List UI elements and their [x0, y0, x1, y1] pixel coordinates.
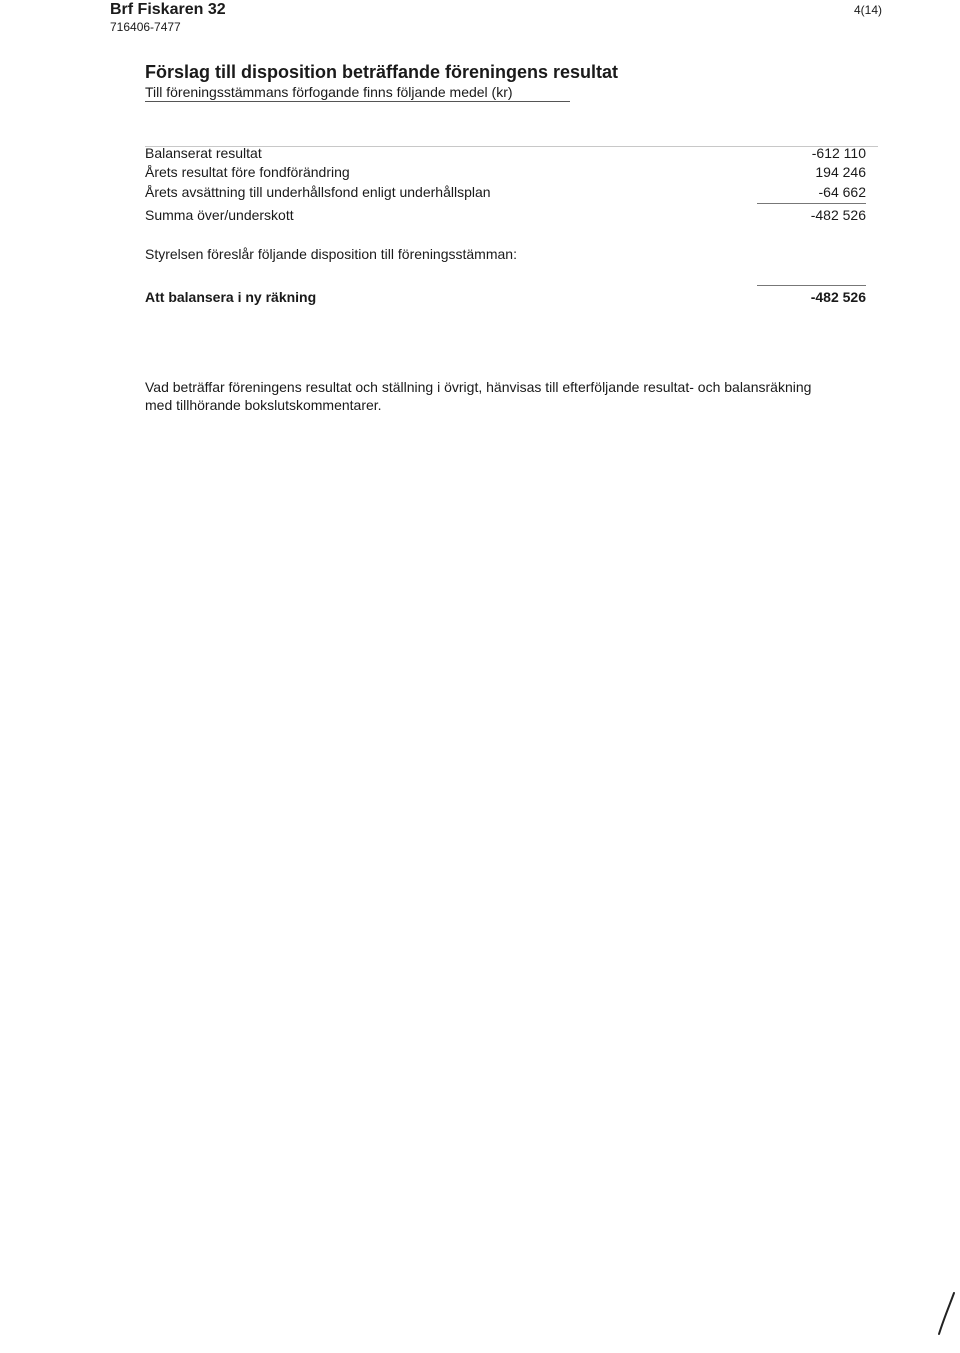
- organization-name: Brf Fiskaren 32: [110, 1, 226, 18]
- section-subtitle: Till föreningsstämmans förfogande finns följande medel (kr): [145, 84, 513, 100]
- row-value-balanserat-resultat: -612 110: [811, 145, 866, 161]
- closing-paragraph: Vad beträffar föreningens resultat och ställning i övrigt, hänvisas till efterföljande resultat- och balansräkning med tillhörande bokslutskommentarer.: [145, 379, 812, 413]
- row-value-summa: -482 526: [810, 207, 866, 223]
- proposal-divider: [757, 285, 866, 286]
- row-label-arets-resultat: Årets resultat före fondförändring: [145, 164, 350, 180]
- proposal-value: -482 526: [810, 289, 866, 305]
- proposal-intro: Styrelsen föreslår följande disposition till föreningsstämman:: [145, 246, 517, 262]
- page-number: 4(14): [853, 3, 882, 17]
- row-value-underhallsfond: -64 662: [818, 184, 866, 200]
- row-label-balanserat-resultat: Balanserat resultat: [145, 145, 262, 161]
- sum-divider: [757, 203, 866, 204]
- row-label-summa: Summa över/underskott: [145, 207, 294, 223]
- section-title: Förslag till disposition beträffande föreningens resultat: [145, 62, 619, 82]
- row-label-underhallsfond: Årets avsättning till underhållsfond enligt underhållsplan: [145, 184, 491, 200]
- signature-mark: [930, 1290, 960, 1340]
- proposal-label: Att balansera i ny räkning: [145, 289, 317, 305]
- row-value-arets-resultat: 194 246: [815, 164, 866, 180]
- subtitle-underline: [145, 101, 570, 102]
- organization-number: 716406-7477: [110, 20, 181, 34]
